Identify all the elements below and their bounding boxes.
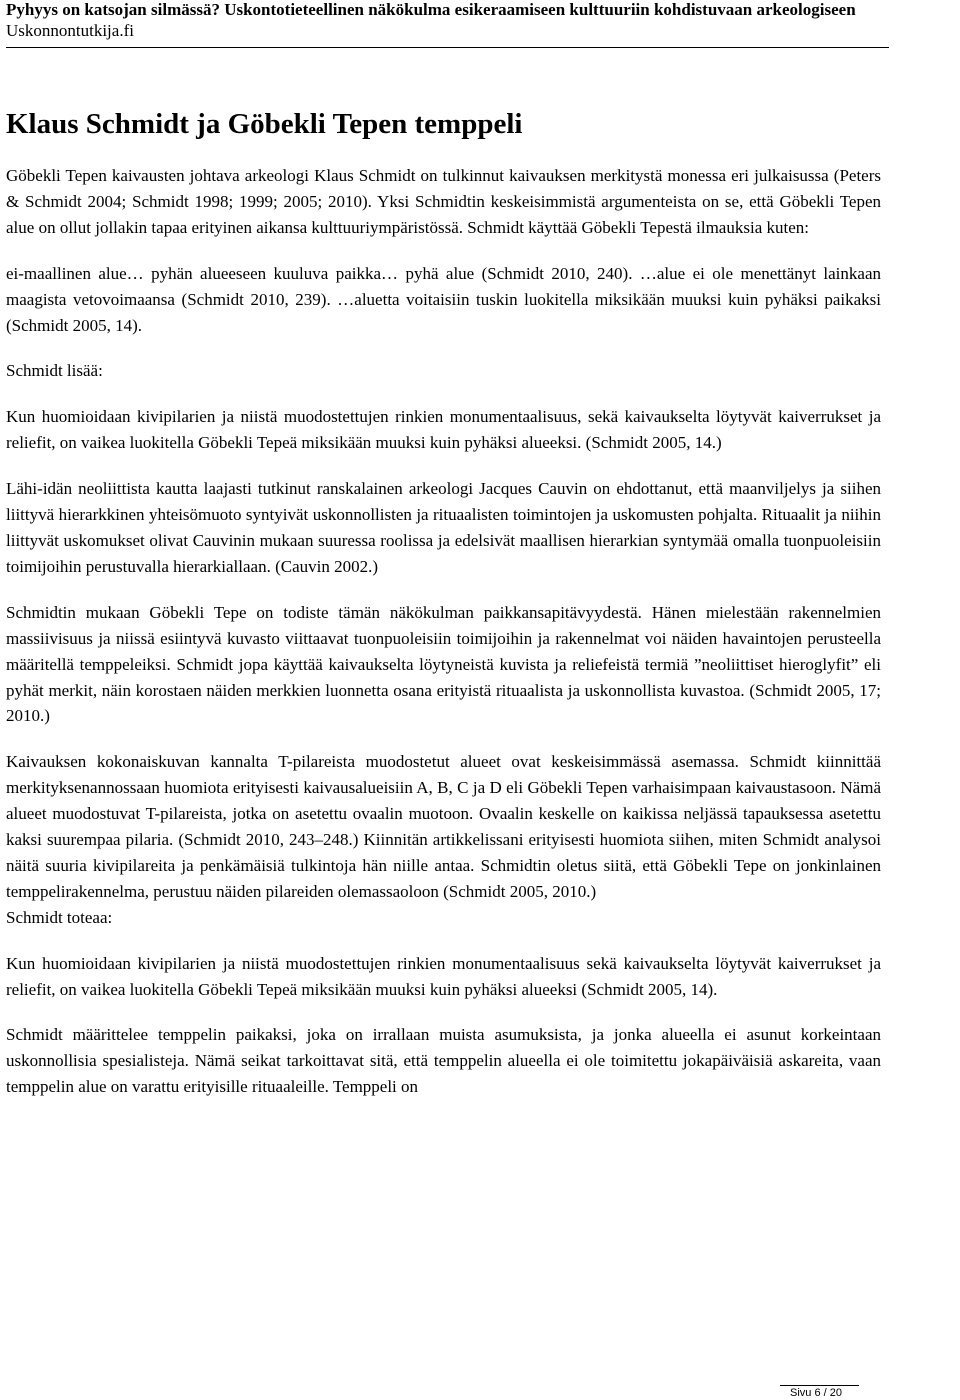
paragraph: Lähi-idän neoliittista kautta laajasti tutkinut ranskalainen arkeologi Jacques Cauvin on ehdottanut, että maanviljelys ja siihen liittyvä hierarkkinen yhteisömuoto syntyivät uskonnollisten ja rituaalisten toimintojen ja uskomusten pohjalta. Rituaalit ja niihin liittyvät uskomukset olivat Cauvinin mukaan suuressa roolissa ja edelsivät maallisen hierarkian syntymää omalla tuonpuoleisiin toimijoihin perustuvalla hierarkiallaan. (Cauvin 2002.): [6, 479, 881, 576]
page-header: [6, 0, 956, 42]
section-heading: Klaus Schmidt ja Göbekli Tepen temppeli: [6, 108, 523, 140]
paragraph: Schmidtin mukaan Göbekli Tepe on todiste tämän näkökulman paikkansapitävyydestä. Hänen mielestään rakennelmien massiivisuus ja niissä esiintyvä kuvasto viittaavat tuonpuoleisiin toimijoihin ja rakennelmat voi näiden havaintojen perusteella määritellä temppeleiksi. Schmidt jopa käyttää kaivaukselta löytyneistä kuvista ja reliefeistä termiä ”neoliittiset hieroglyfit” eli pyhät merkit, näin korostaen näiden merkkien luonnetta osana erityistä rituaalista ja uskonnollista kuvastoa. (Schmidt 2005, 17; 2010.): [6, 602, 881, 726]
page-number: Sivu 6 / 20: [790, 1387, 842, 1399]
paragraph: Schmidt lisää:: [6, 361, 103, 381]
site-name: Uskonnontutkija.fi: [6, 21, 134, 40]
quote-paragraph: ei-maallinen alue… pyhän alueeseen kuuluva paikka… pyhä alue (Schmidt 2010, 240). …alue ei ole menettänyt lainkaan maagista vetovoimaansa (Schmidt 2010, 239). …aluetta voitaisiin tuskin luokitella miksikään muuksi kuin pyhäksi paikaksi (Schmidt 2005, 14).: [6, 263, 881, 335]
paragraph: Schmidt toteaa:: [6, 907, 113, 927]
quote-paragraph: Kun huomioidaan kivipilarien ja niistä muodostettujen rinkien monumentaalisuus sekä kaivaukselta löytyvät kaiverrukset ja reliefit, on vaikea luokitella Göbekli Tepeä miksikään muuksi kuin pyhäksi alueeksi (Schmidt 2005, 14).: [6, 953, 881, 999]
quote-paragraph: Kun huomioidaan kivipilarien ja niistä muodostettujen rinkien monumentaalisuus, sekä kaivaukselta löytyvät kaiverrukset ja reliefit, on vaikea luokitella Göbekli Tepeä miksikään muuksi kuin pyhäksi alueeksi. (Schmidt 2005, 14.): [6, 407, 881, 453]
document-title: Pyhyys on katsojan silmässä? Uskontotieteellinen näkökulma esikeraamiseen kulttuuriin kohdistuvaan arkeologiseen: [6, 0, 856, 19]
paragraph: Göbekli Tepen kaivausten johtava arkeologi Klaus Schmidt on tulkinnut kaivauksen merkitystä monessa eri julkaisussa (Peters & Schmidt 2004; Schmidt 1998; 1999; 2005; 2010). Yksi Schmidtin keskeisimmistä argumenteista on se, että Göbekli Tepen alue on ollut jollakin tapaa erityinen aikansa kulttuuriympäristössä. Schmidt käyttää Göbekli Tepestä ilmauksia kuten:: [6, 166, 881, 237]
article-body: [6, 104, 881, 1100]
paragraph: Kaivauksen kokonaiskuvan kannalta T-pilareista muodostetut alueet ovat keskeisimmässä asemassa. Schmidt kiinnittää merkityksenannossaan huomiota erityisesti kaivausalueisiin A, B, C ja D eli Göbekli Tepen varhaisimpaan kaivaustasoon. Nämä alueet muodostuvat T-pilareista, jotka on asetettu ovaalin muotoon. Ovaalin keskelle on kaikissa neljässä tapauksessa asetettu kaksi suurempaa pilaria. (Schmidt 2010, 243–248.) Kiinnitän artikkelissani erityisesti huomiota siihen, miten Schmidt analysoi näitä suuria kivipilareita ja penkämäisiä tulkintoja hän niille antaa. Schmidtin oletus siitä, että Göbekli Tepe on jonkinlainen temppelirakennelma, perustuu näiden pilareiden olemassaoloon (Schmidt 2005, 2010.): [6, 752, 881, 901]
header-divider: [6, 47, 889, 48]
paragraph: Schmidt määrittelee temppelin paikaksi, joka on irrallaan muista asumuksista, ja jonka alueella ei asunut korkeintaan uskonnollisia spesialisteja. Nämä seikat tarkoittavat sitä, että temppelin alueella ei ole toimitettu jokapäiväisiä askareita, vaan temppelin alue on varattu erityisille rituaaleille. Temppeli on: [6, 1025, 881, 1097]
